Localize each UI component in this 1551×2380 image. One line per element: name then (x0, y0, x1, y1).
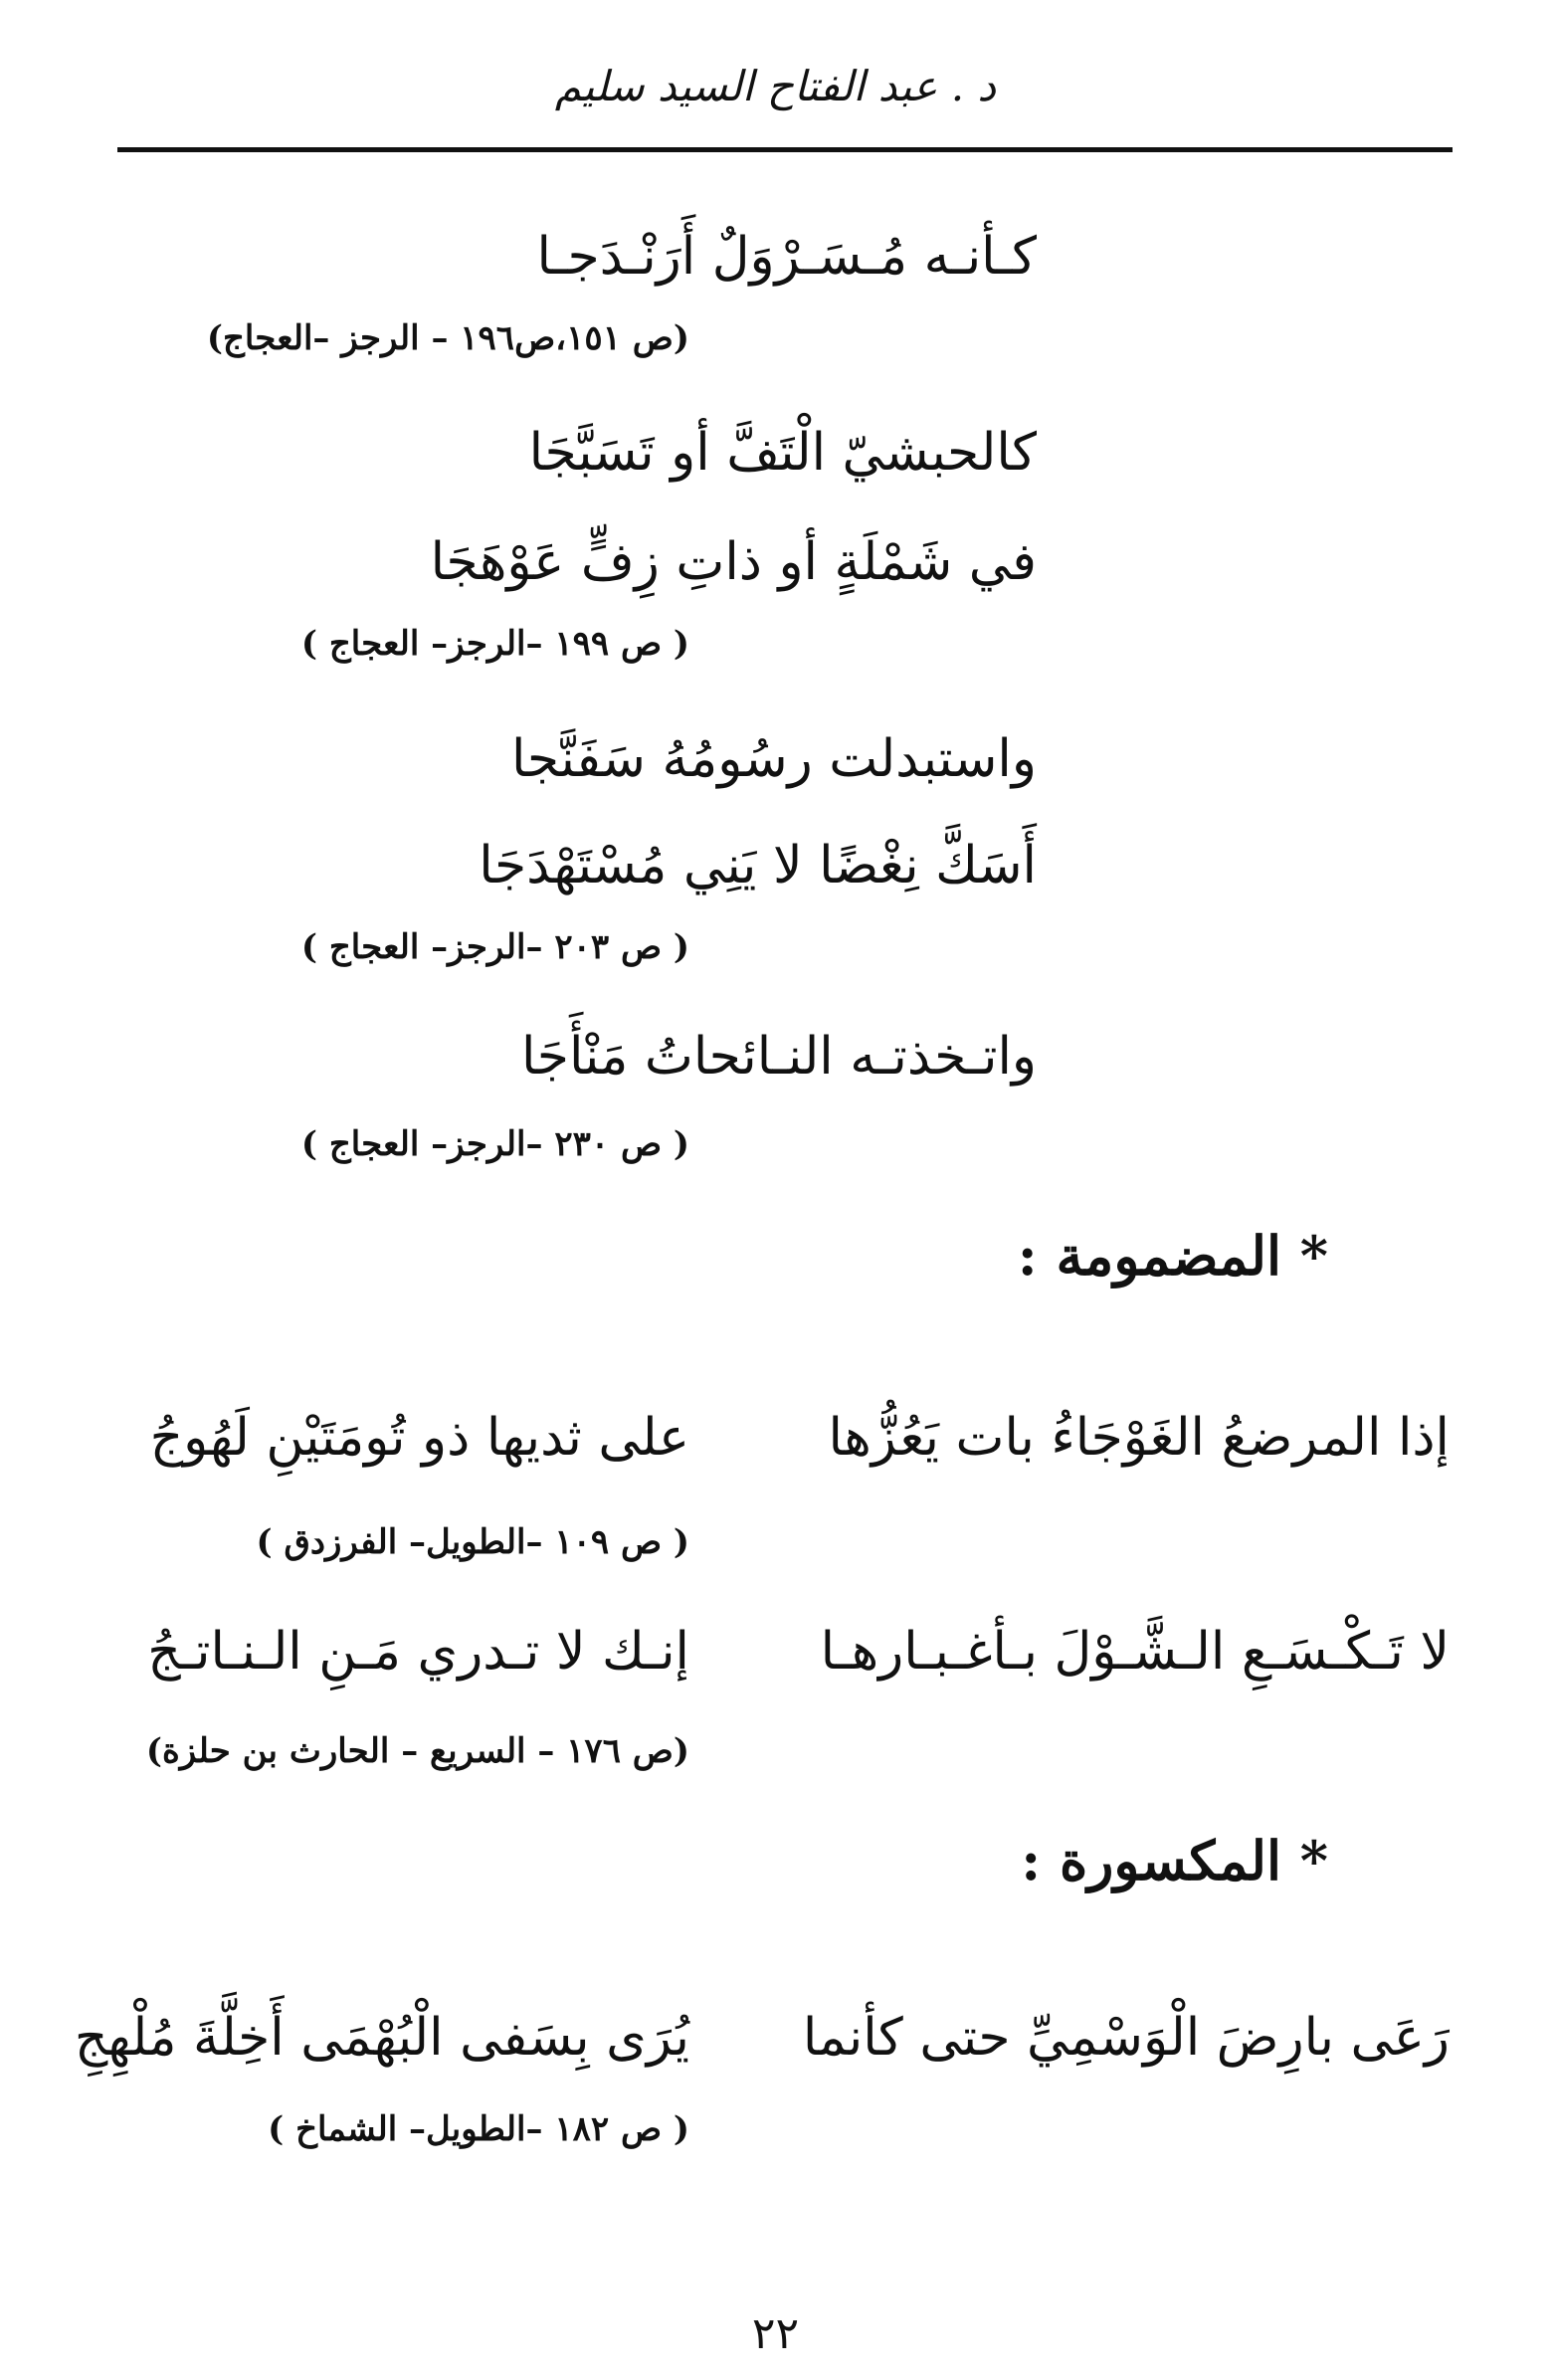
verse-line: في شَمْلَةٍ أو ذاتِ زِفٍّ عَوْهَجَا (430, 532, 1037, 592)
running-header: د . عبد الفتاح السيد سليم (554, 62, 997, 110)
couplet-first-hemistich: إذا المرضعُ الغَوْجَاءُ بات يَعُزُّها (828, 1408, 1450, 1468)
verse-line: كالحبشيّ الْتَفَّ أو تَسَبَّجَا (528, 423, 1037, 483)
couplet-second-hemistich: إنـك لا تـدري مَـنِ الـنـاتـجُ (147, 1622, 689, 1682)
verse-source: ( ص ١٨٢ –الطويل– الشماخ ) (268, 2109, 689, 2149)
verse-source: ( ص ١٠٩ –الطويل– الفرزدق ) (256, 1522, 689, 1562)
couplet-second-hemistich: على ثديها ذو تُومَتَيْنِ لَهُوجُ (149, 1408, 689, 1468)
header-rule (117, 147, 1453, 152)
verse-line: أَسَكَّ نِغْضًا لا يَنِي مُسْتَهْدَجَا (479, 836, 1037, 895)
verse-line: كـأنـه مُـسَـرْوَلٌ أَرَنْـدَجـا (536, 227, 1037, 287)
verse-line: واتـخذتـه النـائحاتُ مَنْأَجَا (520, 1027, 1037, 1087)
verse-source: (ص ١٥١،ص١٩٦ – الرجز –العجاج) (206, 318, 689, 358)
couplet-first-hemistich: رَعَى بارِضَ الْوَسْمِيِّ حتى كأنما (802, 2008, 1450, 2068)
page-number: ٢٢ (751, 2308, 800, 2359)
couplet-first-hemistich: لا تَـكْـسَـعِ الـشَّـوْلَ بـأغـبـارهـا (820, 1622, 1450, 1682)
couplet-second-hemistich: يُرَى بِسَفى الْبُهْمَى أَخِلَّةَ مُلْهِجِ (74, 2008, 689, 2068)
verse-source: ( ص ٢٣٠ –الرجز– العجاج ) (300, 1124, 689, 1164)
section-heading-maksura: * المكسورة : (1021, 1829, 1328, 1892)
verse-line: واستبدلت رسُومُهُ سَفَنَّجا (510, 729, 1037, 789)
verse-source: ( ص ٢٠٣ –الرجز– العجاج ) (300, 927, 689, 967)
verse-source: (ص ١٧٦ – السريع – الحارث بن حلزة) (145, 1731, 689, 1771)
verse-source: ( ص ١٩٩ –الرجز– العجاج ) (300, 624, 689, 664)
section-heading-madmuma: * المضمومة : (1017, 1224, 1328, 1288)
